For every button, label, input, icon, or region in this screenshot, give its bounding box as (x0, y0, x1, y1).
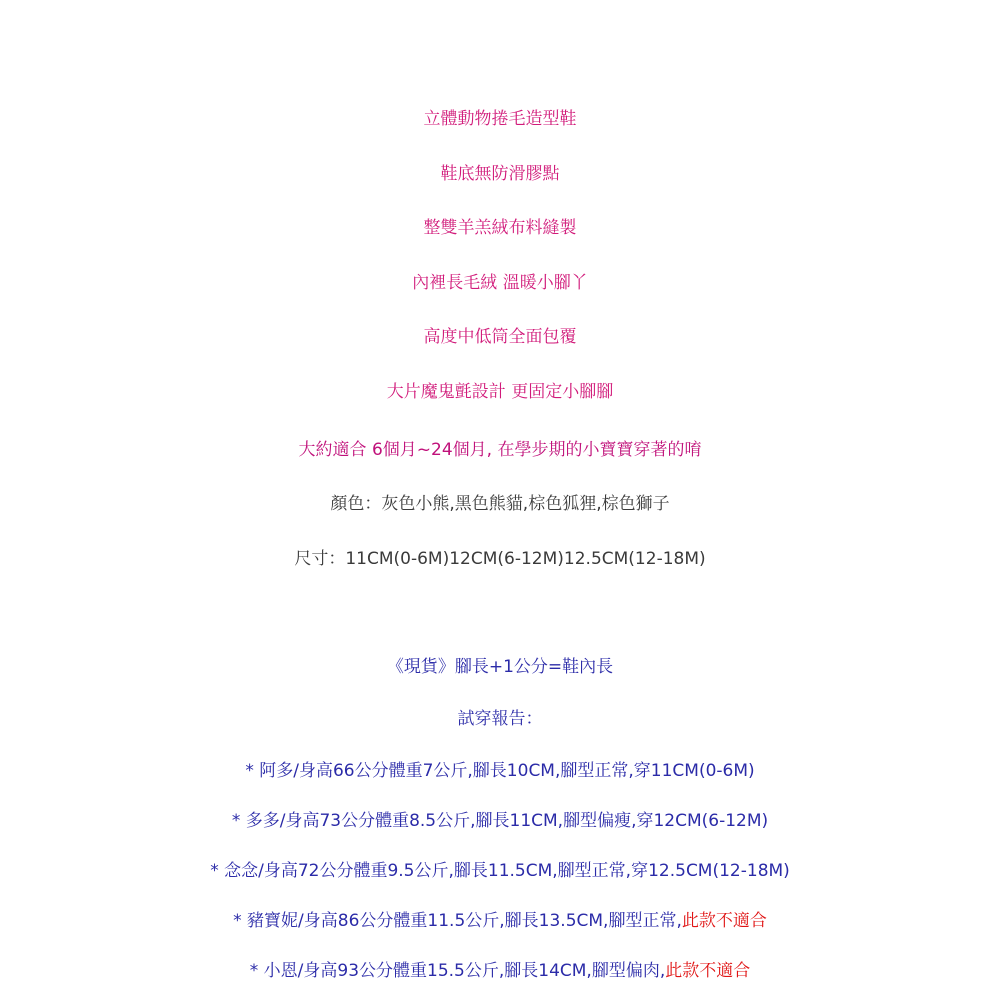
report-item (0, 860, 1000, 882)
feature-line: 大片魔鬼氈設計 更固定小腳腳 (386, 382, 614, 402)
stock-note: 《現貨》腳長+1公分=鞋內長 (386, 657, 614, 677)
report-text: * 豬寶妮/身高86公分體重11.5公斤,腳長13.5CM,腳型正常, (233, 911, 682, 931)
feature-line: 鞋底無防滑膠點 (440, 164, 560, 184)
report-text: * 小恩/身高93公分體重15.5公斤,腳長14CM,腳型偏肉, (249, 961, 666, 981)
report-title: 試穿報告： (457, 709, 543, 729)
report-text: * 阿多/身高66公分體重7公斤,腳長10CM,腳型正常,穿11CM(0-6M) (245, 761, 755, 781)
sizes-line: 尺寸：11CM(0-6M)12CM(6-12M)12.5CM(12-18M) (294, 549, 706, 569)
feature-line: 內裡長毛絨 溫暖小腳丫 (412, 273, 588, 293)
colors-line: 顏色：灰色小熊,黑色熊貓,棕色狐狸,棕色獅子 (330, 494, 670, 514)
report-item (0, 960, 1000, 982)
report-text: * 多多/身高73公分體重8.5公斤,腳長11CM,腳型偏瘦,穿12CM(6-12M) (231, 811, 769, 831)
report-item (0, 760, 1000, 782)
report-text: * 念念/身高72公分體重9.5公斤,腳長11.5CM,腳型正常,穿12.5CM(12-18M) (210, 861, 790, 881)
feature-line: 立體動物捲毛造型鞋 (423, 109, 577, 129)
report-warning: 此款不適合 (681, 911, 767, 931)
feature-line: 整雙羊羔絨布料縫製 (423, 218, 577, 238)
age-suitability-line: 大約適合 6個月~24個月, 在學步期的小寶寶穿著的唷 (298, 440, 702, 460)
feature-line: 高度中低筒全面包覆 (423, 327, 577, 347)
report-warning: 此款不適合 (665, 961, 751, 981)
report-item (0, 810, 1000, 832)
report-item (0, 910, 1000, 932)
